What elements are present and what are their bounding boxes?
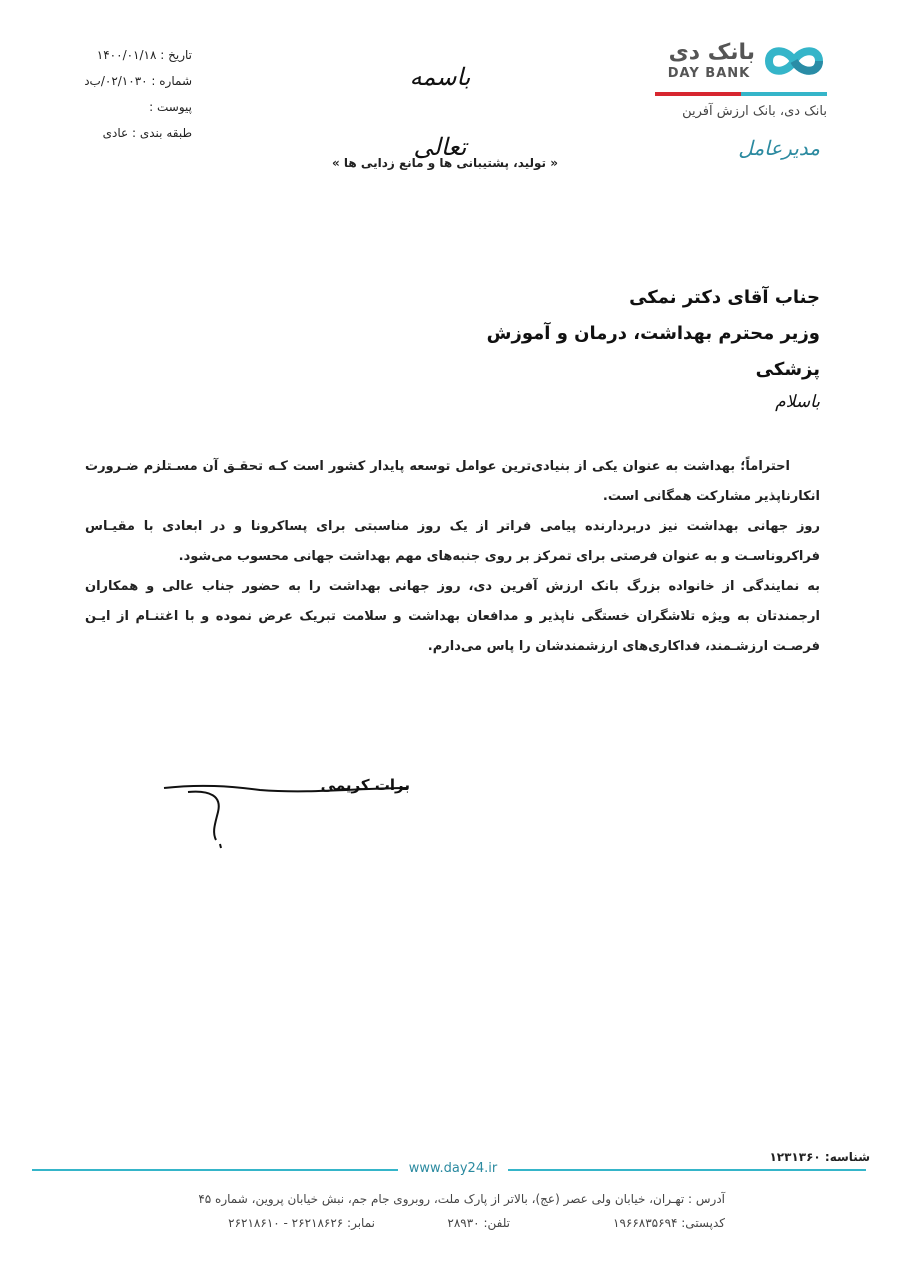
classification-line: طبقه بندی : عادی [102,126,192,140]
addressee-name: جناب آقای دکتر نمکی [629,287,820,308]
letter-meta [62,42,192,146]
bank-color-rule [655,92,827,96]
greeting: باسلام [775,392,820,412]
basmala [395,42,485,161]
bank-name-en: DAY BANK [667,66,751,81]
postal-code: کدپستی: ۱۹۶۶۸۳۵۶۹۴ [613,1216,725,1230]
footer-website-link[interactable]: www.day24.ir [398,1161,508,1179]
attachment-line: پیوست : [149,100,192,114]
addressee-title: وزیر محترم بهداشت، درمان و آموزش پزشکی [486,323,820,380]
bank-branding [655,40,835,175]
slogan: « تولید، پشتیبانی ها و مانع زدایی ها » [332,156,558,170]
fax-number: نمابر: ۲۶۲۱۸۶۲۶ - ۲۶۲۱۸۶۱۰ [228,1216,375,1230]
reference-id: شناسه: ۱۲۳۱۳۶۰ [769,1150,870,1164]
bank-tagline: بانک دی، بانک ارزش آفرین [682,104,827,119]
phone-number: تلفن: ۲۸۹۳۰ [447,1216,510,1230]
number-line: شماره : ۰۲/۱۰۳۰/ب‌د [84,74,192,88]
letter-body [85,452,820,662]
footer-contacts [150,1216,725,1234]
body-paragraph: روز جهانی بهداشت نیز دربردارنده پیامی فراتر از یک روز مناسبتی برای پساکرونا و در ابعادی با مقیـاس فراکروناسـت و به عنوان فرصتی برای تمرکز بر روی جنبه‌های مهم بهداشت جهانی محسوب می‌شود. [85,519,820,564]
footer-address: آدرس : تهـران، خیابان ولی عصر (عج)، بالاتر از پارک ملت، روبروی جام جم، نبش خیابان پروین، شماره ۴۵ [198,1192,725,1206]
signature-block [160,766,420,856]
day-bank-logo-icon [763,40,825,82]
ceo-office-mark: مدیرعامل [738,136,820,160]
date-line: تاریخ : ۱۴۰۰/۰۱/۱۸ [96,48,192,62]
body-paragraph: احتراماً؛ بهداشت به عنوان یکی از بنیادی‌ترین عوامل توسعه پایدار کشور است کـه تحقـق آن مسـتلزم ضـرورت انکارناپذیر مشارکت همگانی است. [85,459,820,504]
bank-name-fa: بانک دی [668,40,755,65]
basmala-text: باسمه تعالی [409,63,471,161]
addressee [440,280,820,388]
signer-name: برات کریمی [320,776,410,794]
body-paragraph: به نمایندگی از خانواده بزرگ بانک ارزش آفرین دی، روز جهانی بهداشت را به حضور جناب عالی و همکاران ارجمندتان به ویژه تلاشگران خستگی ناپذیر و مدافعان بهداشت و سلامت تبریک عرض نموده و با اغتنـام از ایـن فرصـت ارزشـمند، فداکاری‌های ارزشمندشان را پاس می‌دارم. [85,579,820,654]
